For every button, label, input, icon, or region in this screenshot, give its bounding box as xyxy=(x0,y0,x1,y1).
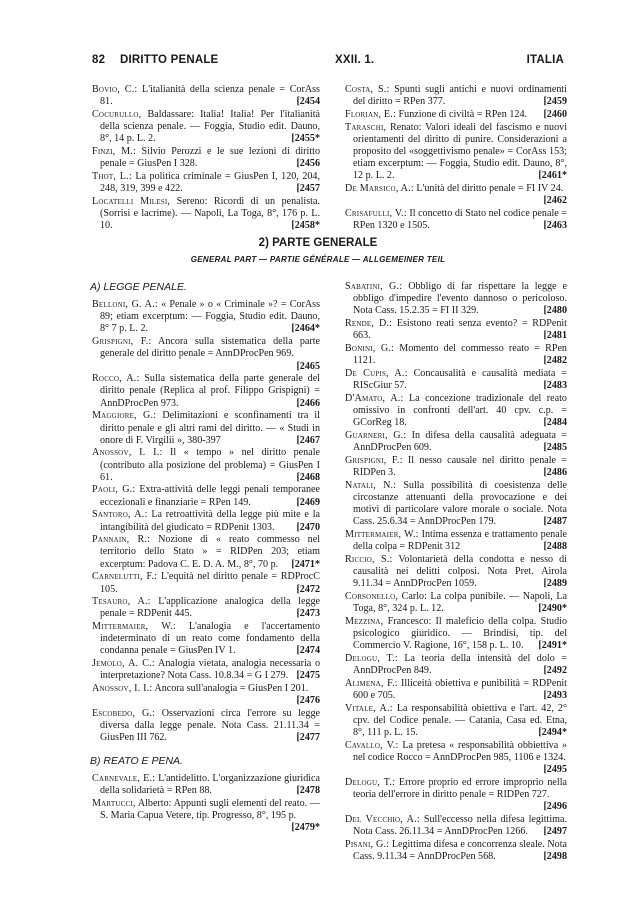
entry-text: Esistono reati senza evento? = RDPenit 663. xyxy=(353,318,567,342)
bibliography-entry xyxy=(345,281,567,317)
entry-author: Riccio, S.: xyxy=(345,553,393,565)
bibliography-entry xyxy=(345,343,567,367)
bibliography-entry xyxy=(345,678,567,702)
top-left-column xyxy=(92,84,320,233)
entry-number: [2467 xyxy=(296,434,320,446)
entry-text: L'antidelitto. L'organizzazione giuridica della solidarietà = RPen 88. xyxy=(100,772,321,796)
entry-text: In difesa della causalità adeguata = AnnDProcPen 609. xyxy=(353,429,567,453)
top-right-column xyxy=(345,84,567,233)
bibliography-entry xyxy=(345,430,567,454)
entry-author: Delogu, T.: xyxy=(345,652,398,664)
entry-text: Momento del commesso reato = RPen 1121. xyxy=(353,342,567,367)
bibliography-entry xyxy=(92,534,320,570)
entry-text: L'unità del diritto penale = FI IV 24. xyxy=(416,183,564,195)
bibliography-entry xyxy=(92,171,320,195)
bibliography-entry xyxy=(345,777,567,813)
bibliography-entry xyxy=(92,658,320,682)
entry-number: [2489 xyxy=(543,578,567,590)
entry-author: Belloni, G. A.: xyxy=(92,299,158,311)
entry-author: De Marsico, A.: xyxy=(345,183,414,195)
entry-number: [2487 xyxy=(543,516,567,528)
entry-text: Spunti sugli antichi e nuovi ordinamenti del diritto = RPen 377. xyxy=(353,84,567,108)
entry-author: Maggiore, G.: xyxy=(92,410,157,422)
entry-author: Anossov, I. I.: xyxy=(92,683,153,695)
entry-text: Sereno: Ricordi di un penalista. (Sorrisi e lacrime). — Napoli, La Toga, 8°, 176 p. L. 10. xyxy=(100,195,320,232)
entry-text: Sulla sistematica della parte generale del diritto penale (Replica al prof. Filippo Grispigni) = AnnDProcPen 973. xyxy=(100,373,320,409)
entry-text: La retroattività della legge più mite e la intangibilità del giudicato = RDPenit 1303. xyxy=(100,509,320,533)
entry-text: Ancora sull'analogia = GiusPen I 201. xyxy=(154,683,309,695)
entry-author: Crisafulli, V.: xyxy=(345,207,407,219)
entry-text: Osservazioni circa l'errore su legge diversa dalla legge penale. Nota Cass. 21.11.34 = GiusPen III 762. xyxy=(100,708,320,744)
entry-author: Florian, E.: xyxy=(345,108,396,120)
entry-number: [2481 xyxy=(543,330,567,342)
entry-author: Del Vecchio, A.: xyxy=(345,813,420,825)
entry-author: Carnelutti, F.: xyxy=(92,571,158,583)
bibliography-entry xyxy=(345,616,567,652)
entry-author: Pisani, G.: xyxy=(345,838,390,850)
section-title: 2) PARTE GENERALE xyxy=(258,237,378,249)
bibliography-entry xyxy=(92,509,320,533)
entry-number: [2478 xyxy=(296,784,320,796)
bibliography-entry xyxy=(92,146,320,170)
bottom-left-column xyxy=(92,281,320,835)
entry-text: La responsabilità obiettiva e l'art. 42, 2° cpv. del Codice penale. — Catania, Casa ed. Etna, 8°, 111 p. L. 15. xyxy=(353,702,568,738)
bibliography-entry xyxy=(345,839,567,863)
entry-text: Funzione di civiltà = RPen 124. xyxy=(398,108,528,120)
entry-number: [2470 xyxy=(296,521,320,533)
entry-author: Delogu, T.: xyxy=(345,776,396,788)
entry-text: Volontarietà della condotta e nesso di causalità nei delitti colposi. Nota Pret. Airola 9.11.34 = AnnDProcPen 1059. xyxy=(353,553,567,590)
entry-author: Grispigni, F.: xyxy=(345,454,403,466)
entry-text: Nozione di « reato commesso nel territorio dello Stato » = RIDPen 203; etiam excerptum: Padova C. E. D. A. M., 8°, 70 p. xyxy=(100,534,321,570)
entry-text: Il nesso causale nel diritto penale = RIDPen 3. xyxy=(353,454,567,478)
entry-text: La politica criminale = GiusPen I, 120, 204, 248, 319, 399 e 422. xyxy=(100,170,320,195)
entry-number: [2459 xyxy=(543,96,567,108)
entry-number: [2456 xyxy=(296,158,320,170)
bibliography-entry xyxy=(345,703,567,739)
entry-number: [2483 xyxy=(543,380,567,392)
bibliography-entry xyxy=(92,196,320,232)
entry-number: [2498 xyxy=(543,850,567,862)
bibliography-entry xyxy=(92,571,320,595)
entry-author: Costa, S.: xyxy=(345,84,390,95)
entry-author: Bonini, G.: xyxy=(345,342,395,354)
entry-number: [2491* xyxy=(538,640,567,652)
bibliography-entry xyxy=(92,596,320,620)
entry-number: [2477 xyxy=(296,732,320,744)
bibliography-entry xyxy=(92,447,320,483)
entry-number: [2497 xyxy=(543,825,567,837)
entry-number: [2461* xyxy=(538,170,567,182)
entry-number: [2484 xyxy=(543,417,567,429)
bibliography-entry xyxy=(345,109,567,121)
entry-text: Sull'eccesso nella difesa legittima. Nota Cass. 26.11.34 = AnnDProcPen 1266. xyxy=(353,813,567,837)
entry-text: Obbligo di far rispettare la legge e obbligo d'impedire l'evento dannoso o pericoloso. Nota Cass. 15.2.35 = FI II 329. xyxy=(353,281,567,317)
entry-number: [2468 xyxy=(296,471,320,483)
entry-author: Sabatini, G.: xyxy=(345,281,403,292)
bibliography-entry xyxy=(345,318,567,342)
section-subtitle: GENERAL PART — PARTIE GÉNÉRALE — ALLGEMEINER TEIL xyxy=(190,255,446,264)
entry-text: La concezione tradizionale del reato omissivo in confronti dell'art. 40 cpv. c.p. = GCorReg 18. xyxy=(353,392,567,429)
entry-author: Guarneri, G.: xyxy=(345,429,407,441)
entry-number: [2492 xyxy=(543,664,567,676)
entry-number: [2488 xyxy=(543,541,567,553)
bibliography-entry xyxy=(92,336,320,372)
entry-author: Corsonello, xyxy=(345,590,399,602)
entry-text: Renato: Valori ideali del fascismo e nuovi orientamenti del diritto di punire. Considerazioni a proposito del «soggettivismo penale» = CorAss 153; etiam excerptum: — Foggia, Studio edit. Dauno, 8°, 12 p. L. 2. xyxy=(353,121,567,182)
entry-text: Errore proprio ed errore improprio nella teoria dell'errore in diritto penale = RIDPen 727. xyxy=(353,776,567,800)
entry-text: Francesco: Il maleficio della colpa. Studio psicologico giuridico. — Brindisi, tip. del Commercio V. Ragione, 16°, 158 p. L. 10. xyxy=(353,615,567,652)
entry-number: [2458* xyxy=(291,220,320,232)
entry-text: Concausalità e causalità mediata = RIScGiur 57. xyxy=(353,367,567,392)
bibliography-entry xyxy=(92,621,320,657)
bibliography-entry xyxy=(92,683,320,707)
entry-text: La teoria della intensità del dolo = AnnDProcPen 849. xyxy=(353,652,567,676)
bibliography-entry xyxy=(92,299,320,335)
legge-penale-entries xyxy=(92,299,320,744)
entry-text: Sulla possibilità di coesistenza delle circostanze attenuanti della provocazione e dei motivi di particolare valore morale o sociale. Nota Cass. 25.6.34 = AnnDProcPen 179. xyxy=(353,479,567,528)
entry-text: Ancora sulla sistematica della parte generale del diritto penale = AnnDProcPen 969. xyxy=(100,336,321,360)
entry-author: Vitale, A.: xyxy=(345,702,393,714)
entry-number: [2463 xyxy=(543,220,567,232)
entry-text: Illiceità obiettiva e punibilità = RDPenit 600 e 705. xyxy=(353,677,567,701)
country-label: ITALIA xyxy=(526,54,564,66)
bibliography-entry xyxy=(92,410,320,446)
bibliography-entry xyxy=(345,208,567,232)
entry-author: De Cupis, A.: xyxy=(345,367,408,379)
reato-e-pena-entries xyxy=(92,773,320,834)
entry-author: D'Amato, A.: xyxy=(345,392,404,404)
entry-number: [2482 xyxy=(543,355,567,367)
entry-number: [2494* xyxy=(538,726,567,738)
entry-number: [2495 xyxy=(543,764,567,775)
bibliography-entry xyxy=(92,373,320,409)
entry-number: [2485 xyxy=(543,442,567,453)
bibliography-entry xyxy=(92,84,320,108)
entry-author: Taraschi, xyxy=(345,121,387,133)
entry-author: Martucci, xyxy=(92,797,136,809)
entry-text: L'equità nel diritto penale = RDProcC 105. xyxy=(100,571,321,595)
entry-text: La pretesa « responsabilità obbiettiva » nel codice Rocco = AnnDProcPen 985, 1106 e 1324. xyxy=(353,739,568,763)
volume-label: XXII. 1. xyxy=(335,54,375,66)
entry-text: Carlo: La colpa punibile. — Napoli, La Toga, 8°, 324 p. L. 12. xyxy=(353,590,568,614)
entry-author: Mittermaier, W.: xyxy=(345,528,419,540)
entry-author: Finzi, M.: xyxy=(92,145,136,157)
entry-author: Natali, N.: xyxy=(345,479,397,491)
entry-number: [2466 xyxy=(296,397,320,409)
entry-author: Carnevale, E.: xyxy=(92,772,156,784)
entry-author: Cocurullo, xyxy=(92,108,142,120)
entry-author: Paoli, G.: xyxy=(92,484,136,496)
bibliography-entry xyxy=(345,480,567,529)
bibliography-entry xyxy=(92,773,320,797)
entry-text: Alberto: Appunti sugli elementi del reato. — S. Maria Capua Vetere, tip. Progresso, 8°, 195 p. xyxy=(100,797,321,821)
entry-author: Alimena, F.: xyxy=(345,677,398,689)
entry-text: Intima essenza e trattamento penale della colpa = RDPenit 312 xyxy=(353,528,567,553)
entry-author: Mezzina, xyxy=(345,615,384,627)
entry-text: L'applicazione analogica della legge penale = RDPenit 445. xyxy=(100,596,320,620)
bibliography-entry xyxy=(345,554,567,590)
entry-text: Extra-attività delle leggi penali temporanee eccezionali e finanziarie = RPen 149. xyxy=(100,484,320,508)
entry-author: Pannain, R.: xyxy=(92,534,151,546)
entry-author: Grispigni, F.: xyxy=(92,336,152,348)
bibliography-entry xyxy=(345,740,567,776)
bibliography-entry xyxy=(92,484,320,508)
entry-number: [2472 xyxy=(296,583,320,595)
entry-author: Mittermaier, W.: xyxy=(92,621,176,633)
bibliography-entry xyxy=(345,393,567,429)
entry-number: [2473 xyxy=(296,608,320,620)
running-head xyxy=(92,54,564,70)
entry-author: Santoro, A.: xyxy=(92,509,148,521)
entry-author: Rende, D.: xyxy=(345,318,393,330)
bibliography-entry xyxy=(345,529,567,553)
entry-number: [2475 xyxy=(296,670,320,682)
entry-author: Tesauro, A.: xyxy=(92,596,151,608)
bibliography-entry xyxy=(345,653,567,677)
entry-author: Rocco, A.: xyxy=(92,373,140,385)
bibliography-entry xyxy=(345,814,567,838)
bibliography-entry xyxy=(345,455,567,479)
entry-number: [2460 xyxy=(543,108,567,120)
bibliography-entry xyxy=(345,122,567,183)
bibliography-entry xyxy=(345,591,567,615)
page-number: 82 xyxy=(92,54,106,66)
bibliography-entry xyxy=(92,708,320,744)
entry-number: [2476 xyxy=(296,695,320,707)
subsection-heading-a: A) LEGGE PENALE. xyxy=(90,281,187,293)
bottom-right-column xyxy=(345,281,567,864)
entry-number: [2486 xyxy=(543,466,567,478)
entry-number: [2496 xyxy=(543,801,567,813)
entry-text: Baldassare: Italia! Italia! Per l'italianità della scienza penale. — Foggia, Studio edit. Dauno, 8°, 14 p. L. 2. xyxy=(100,108,320,145)
entry-number: [2465 xyxy=(296,360,320,372)
entry-text: Delimitazioni e sconfinamenti tra il diritto penale e gli altri rami del diritto. — « Studi in onore di F. Virgilii », 380-397 xyxy=(100,410,320,446)
entry-number: [2457 xyxy=(296,183,320,195)
entry-author: Bovio, C.: xyxy=(92,84,138,95)
bibliography-entry xyxy=(92,798,320,834)
entry-author: Locatelli Milesi, xyxy=(92,195,171,207)
entry-text: Il « tempo » nel diritto penale (contributo alla posizione del problema) = GiusPen I 61. xyxy=(100,447,320,483)
entry-number: [2479* xyxy=(291,821,320,833)
entry-text: Legittima difesa e concorrenza sleale. Nota Cass. 9.11.34 = AnnDProcPen 568. xyxy=(353,838,567,862)
entry-number: [2474 xyxy=(296,645,320,657)
bibliography-entry xyxy=(345,183,567,207)
entry-number: [2471* xyxy=(291,558,320,570)
bibliography-entry xyxy=(92,109,320,145)
entry-author: Escobedo, G.: xyxy=(92,708,156,720)
bibliography-entry xyxy=(345,84,567,108)
entry-number: [2493 xyxy=(543,689,567,701)
section-running-title: DIRITTO PENALE xyxy=(120,54,219,66)
entry-text: L'analogia e l'accertamento indeterminato di un reato come fondamento della condanna penale = GiusPen IV 1. xyxy=(100,621,321,657)
entry-number: [2480 xyxy=(543,305,567,317)
entry-number: [2455* xyxy=(291,133,320,145)
entry-number: [2462 xyxy=(543,195,567,207)
entry-author: Thot, L.: xyxy=(92,170,132,182)
entry-number: [2469 xyxy=(296,496,320,508)
entry-text: « Penale » o « Criminale »? = CorAss 89; etiam excerptum: — Foggia, Studio edit. Dauno, 8° 7 p. L. 2. xyxy=(100,299,320,335)
entry-author: Jemolo, A. C.: xyxy=(92,658,155,670)
entry-author: Anossov, I. I.: xyxy=(92,447,163,459)
entry-author: Cavallo, V.: xyxy=(345,739,399,751)
entry-text: Il concetto di Stato nel codice penale = RPen 1320 e 1505. xyxy=(353,207,567,232)
bibliography-entry xyxy=(345,368,567,392)
entry-text: Silvio Perozzi e le sue lezioni di diritto penale = GiusPen I 328. xyxy=(100,145,320,170)
entry-number: [2464* xyxy=(291,323,320,335)
entry-text: Analogia vietata, analogia necessaria o interpretazione? Nota Cass. 10.8.34 = G I 279. xyxy=(100,658,320,682)
entry-number: [2490* xyxy=(538,603,567,614)
subsection-heading-b: B) REATO E PENA. xyxy=(90,754,183,767)
entry-number: [2454 xyxy=(296,96,320,108)
entry-text: L'italianità della scienza penale = CorAss 81. xyxy=(100,84,320,108)
